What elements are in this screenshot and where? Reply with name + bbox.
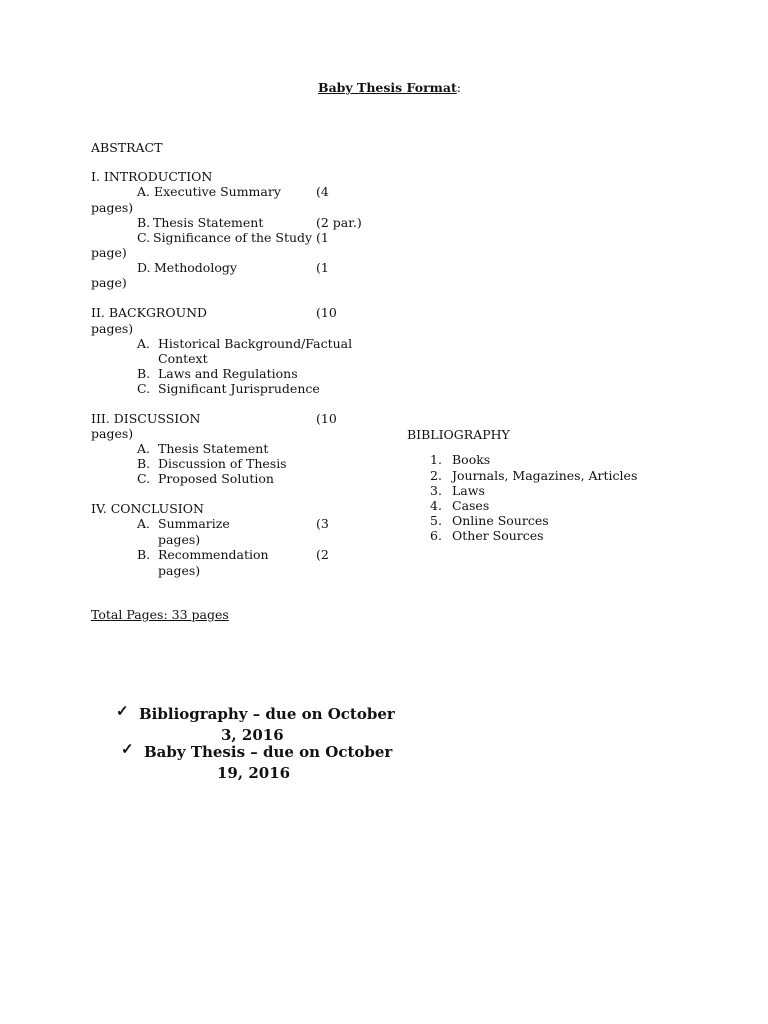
- bibliography-item-text: Laws: [452, 483, 485, 498]
- deadline-baby-thesis-date: 19, 2016: [217, 764, 291, 782]
- title-text: Baby Thesis Format: [318, 80, 457, 95]
- checkmark-icon: ✓: [116, 702, 129, 720]
- intro-item-pages: (2 par.): [316, 215, 362, 230]
- background-item-text-cont: Context: [158, 351, 208, 366]
- deadline-bibliography: Bibliography – due on October: [139, 705, 395, 723]
- deadline-bibliography-date: 3, 2016: [221, 726, 284, 744]
- intro-item-letter: A.: [137, 184, 151, 199]
- conclusion-item-pages: (2: [316, 547, 329, 562]
- background-pages-wrap: pages): [91, 321, 134, 336]
- conclusion-item-pages-wrap: pages): [158, 532, 201, 547]
- checkmark-icon: ✓: [121, 740, 134, 758]
- abstract-heading: ABSTRACT: [91, 140, 163, 155]
- intro-item-text: Thesis Statement: [153, 215, 264, 230]
- intro-item-letter: B.: [137, 215, 151, 230]
- bibliography-item-text: Journals, Magazines, Articles: [452, 468, 638, 483]
- intro-item-pages-wrap: page): [91, 275, 127, 290]
- bibliography-item-number: 6.: [430, 528, 442, 543]
- discussion-heading: III. DISCUSSION: [91, 411, 201, 426]
- background-item-text: Laws and Regulations: [158, 366, 298, 381]
- intro-item-pages-wrap: pages): [91, 200, 134, 215]
- bibliography-heading: BIBLIOGRAPHY: [407, 427, 510, 442]
- bibliography-item-number: 2.: [430, 468, 442, 483]
- discussion-pages-wrap: pages): [91, 426, 134, 441]
- deadline-baby-thesis: Baby Thesis – due on October: [144, 743, 393, 761]
- conclusion-item-pages-wrap: pages): [158, 563, 201, 578]
- background-pages: (10: [316, 305, 337, 320]
- intro-item-text: Executive Summary: [154, 184, 281, 199]
- conclusion-item-pages: (3: [316, 516, 329, 531]
- conclusion-item-text: Summarize: [158, 516, 230, 531]
- discussion-item-text: Discussion of Thesis: [158, 456, 287, 471]
- intro-item-pages: (1: [316, 260, 329, 275]
- bibliography-item-text: Online Sources: [452, 513, 549, 528]
- bibliography-item-number: 5.: [430, 513, 442, 528]
- conclusion-item-text: Recommendation: [158, 547, 269, 562]
- total-pages: Total Pages: 33 pages: [91, 607, 229, 622]
- background-item-letter: A.: [137, 336, 151, 351]
- background-item-text: Historical Background/Factual: [158, 336, 353, 351]
- discussion-item-letter: C.: [137, 471, 151, 486]
- bibliography-item-text: Books: [452, 452, 491, 467]
- bibliography-item-number: 3.: [430, 483, 442, 498]
- introduction-heading: I. INTRODUCTION: [91, 169, 213, 184]
- intro-item-text: Methodology: [154, 260, 237, 275]
- discussion-item-text: Proposed Solution: [158, 471, 274, 486]
- bibliography-item-text: Other Sources: [452, 528, 544, 543]
- intro-item-pages: (1: [316, 230, 329, 245]
- bibliography-item-text: Cases: [452, 498, 490, 513]
- conclusion-heading: IV. CONCLUSION: [91, 501, 204, 516]
- intro-item-letter: C.: [137, 230, 151, 245]
- discussion-item-letter: B.: [137, 456, 151, 471]
- background-item-letter: C.: [137, 381, 151, 396]
- background-heading: II. BACKGROUND: [91, 305, 208, 320]
- intro-item-text: Significance of the Study: [153, 230, 313, 245]
- document-title: [318, 80, 461, 95]
- intro-item-pages-wrap: page): [91, 245, 127, 260]
- background-item-letter: B.: [137, 366, 151, 381]
- discussion-pages: (10: [316, 411, 337, 426]
- intro-item-letter: D.: [137, 260, 151, 275]
- background-item-text: Significant Jurisprudence: [158, 381, 320, 396]
- intro-item-pages: (4: [316, 184, 329, 199]
- bibliography-item-number: 4.: [430, 498, 442, 513]
- conclusion-item-letter: B.: [137, 547, 151, 562]
- discussion-item-text: Thesis Statement: [158, 441, 269, 456]
- discussion-item-letter: A.: [137, 441, 151, 456]
- bibliography-item-number: 1.: [430, 452, 442, 467]
- conclusion-item-letter: A.: [137, 516, 151, 531]
- title-colon: :: [456, 80, 461, 95]
